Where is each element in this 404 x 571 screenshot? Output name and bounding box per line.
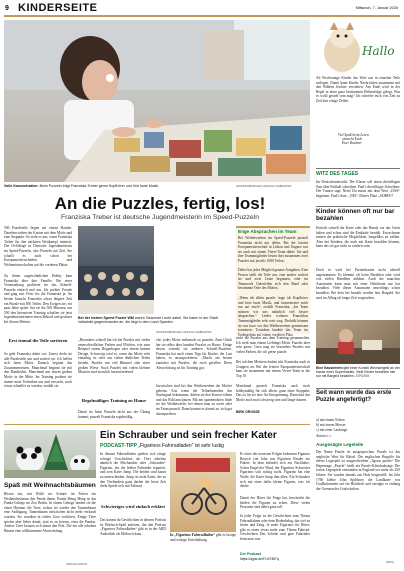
hallo-box: [316, 20, 400, 160]
kassiererin-graphic: [316, 320, 400, 364]
panda-graphic: [4, 430, 96, 478]
article-col1-c: So geht Franziska dabei vor: Zuerst dreht sie alle Puzzleteile um und sortiert sie. Ich helfen sich dann Motiv. Danach beginnt das Zusammensetzen. Manchmal beginnt sie mit den Randteilen. Manchmal mit einem großen Motiv in der Mitte. Im Training probiert sie immer neue Techniken aus und versucht, noch etwas schneller zu werden, erzählt sie.: [4, 352, 72, 389]
kassiererin-photo: [316, 320, 400, 364]
panda-text: Rösser ein, mit Wühl vor Schnee im Ferien ein Weihnachtsbaum den Panda ihnen. Panda Meng Meng in das Panda-Gehege im Zoo Berlin. In einem Gehege fanden sie die einen Hiramur die Tiere, sodass sie wieder den Tannenbaum eine Anflügung. Tannenbaum inzwischen nicht mehr verkauft wurden. Sie wandten in vielen Zoos verfüttert. Einige Tiere spielen aber lieber damit, statt es zu fressen, etwa die Pandas. Andere Tiere kratzen sich damit den Pelz. Die nie alle erhalten Bäume eine willkommene Abwechslung.: [4, 492, 96, 533]
article-col2-b: Damit sie beim Puzzeln nicht aus der Übung kommt, puzzelt Franziska regelmäßig.: [78, 410, 150, 419]
witz-text: Im Deutschunterricht: Die Klasse soll einen dreisilbigen Satz über Fußball schreiben. Paul's dreisilbiger Schreiben: Der Trainer sagt: Nein! Du musst mit dem Wort „DAS“ beginnen. Paul's Satz: „NEI“. Dritter Platz „JAHRE“!: [316, 180, 400, 198]
article-col3-b: Inzwischen sind bei den Wettbewerben die Motive geheim. Erst wenn die Teilnehmenden das Startsignal bekommen, dürfen sie den Karton öffnen und das Bild anschauen. Mit am spannendsten finde sie die Wettbewerbe, bei denen man zu zweit oder im Team puzzelt. Dann kommt es darauf an, sich gut abzusprechen.: [156, 384, 232, 416]
panda-credit: /DPA/SCH/ZOO: [66, 562, 88, 566]
puzzle-photo: [4, 20, 310, 182]
kinder-text-a: Einfach schnell die Karte oder das Handy vor das Gerät halten und schon sind die Einkäufe bezahlt. Erwachsene nutzen die praktische Möglichkeit, bargeldlos zu zahlen. Aber bei Kindern, die auch mit Karte bezahlen können, kann das oft gar nicht so einfach sein.: [316, 226, 400, 249]
podcast-poster: [170, 452, 236, 532]
podcast-url[interactable]: https://ajpsr.de/FLN7387q: [240, 557, 279, 561]
section-title: KINDERSEITE: [18, 2, 98, 14]
sub-ruhe: Erst einmal die Teile sortieren: [8, 338, 68, 343]
mid-author: BIRK GROSSE: [236, 410, 260, 414]
kassiererin-credit: /DPA/BM: [355, 374, 370, 379]
wm-photo: [78, 226, 154, 314]
legeteile-text: Der Name Puzzle ist ausgesprochen. Puzzle ist das englische Wort für Rätsel. Die englischen Begriffe für dieses Legespiel ist ausgeschrieben „Jigsaw puzzle“ Die Hapensage „Puzzle“ heißt ein Puzzle-Kleinlaubsäge. Die ersten Legespiele entstanden in England vor mehr als 250 Jahren. Sie wurden damals aus Holz hergestellt. Im Jahr 1766 klebte John Spilsbury die Landkarte von Großbritannien auf ein Holzbrett und zersägte es entlang der Grenzen der Grafschaften.: [316, 450, 400, 491]
main-photo-caption: [4, 184, 234, 188]
kassiererin-caption-bold: Eine Kassiererin: [316, 366, 343, 370]
hallo-sign-2: wünscht Euch: [342, 137, 363, 141]
hallo-sign-1: Viel Spaß beim Lesen: [338, 133, 369, 137]
hallo-title: Hallo: [362, 44, 395, 58]
panda-headline: Spaß mit Weihnachtsbäumen: [4, 482, 96, 489]
quiz-rule: [316, 388, 400, 389]
poster-caption-bold: In „Figarinos Fahrradladen“: [170, 533, 215, 537]
lower-col-a: In diesem Fahrradladen spielen sich einige schräge Geschichten ab: Dort arbeiten nämlich der Mechaniker oder „Schrauber“ Figarino, der die fehlen Fahrräder repariert, und sein Kater Jump. Die beiden sind kaum zu unterscheiden. Jump ist nicht Kater, der zu den Tierkindern ganz dachte die beste Zeit dreht Spiele sich mit Fahrrad.: [100, 452, 166, 489]
kassiererin-caption: [316, 366, 400, 379]
infobox-text-a: Bei Wettbewerben im Speed-Puzzeln puzzelt Franziska nicht nur allein. Bei der letzten Europameisterschaft in Lisbon und Ungarn war sie auch mit einem Vierer-Team dabei. Sie und ihre Teammitglieder lösten dort zusammen zwei Puzzles mit jeweils 1000 Teilen.: [238, 236, 308, 263]
puzzle-scene-graphic: [4, 20, 310, 182]
hallo-sign-3: Euer Rackner: [342, 141, 362, 145]
wm-photo-caption: [78, 316, 232, 325]
header-rule: [4, 15, 400, 17]
panda-photo: [4, 430, 96, 478]
poster-caption: [170, 533, 236, 542]
lower-headline: Ein Schrauber und sein frecher Kater: [100, 430, 277, 441]
article-col3-a: che, jedes Motiv mehrmals zu puzzeln. Zum Glück hat sie selbst über hundert Puzzles zu Hause. Einige davon schenkt sie anderen Schnell-Puzzlern. Franziska hat auch einen Tipp für Kinder, die Lust haben, es auszuprobieren: „Macht am besten zunächst mit Puzzles, die euch gefallen. Diese Abwechslung ist für Training gut.: [156, 338, 232, 370]
mid-text-c: Manchmal puzzelt Franziska auch noch hobbymäßig für sich allein, ganz ohne Stoppuhr. Das ist für sie eine Art Entspannung. Dann darf das Motiv auch mal schwierig sein und lange dauern.: [236, 384, 310, 402]
podcast-label: Der Podcast: [240, 552, 261, 556]
kassiererin-caption-text: gibt einer Kundin Wechselgeld an der Kasse einer Supermarkts. Viele Kinder bezahlen hier nur mit Bargeld bezahlen.: [316, 366, 400, 379]
sidebar-rule: [316, 206, 400, 207]
sub-training: Regelmäßiges Training zu Hause: [81, 398, 147, 403]
wm-photo-credit: /RAVENSBURGER VERLAG GMBH/DPA: [156, 330, 212, 334]
podcast-poster-graphic: [170, 452, 236, 532]
lower-subhead-wrapper: [100, 443, 310, 449]
wm-photo-graphic: [78, 226, 154, 314]
lower-col-d: Damit der Hörer die Frage hat, beschreibt die beiden die Figuren zu sehen. Diese vielen Personen sind dabei ganz toll.: [240, 496, 310, 510]
kinder-text-b: Doch es wird bei Partnerkarten nicht überall angenommen. Es klemmt oft beim Bezahlen oder wird von vielen Händlern ablehnt. Auch die manchen Automaten kann man mit einer Debitkarte nur bar bezahlen. Viele dieser Automaten neuerdings schon bezahlen. Bei dem bei bezahlt werden hier Bargeld. Sie sind im Alltag oft lange Zeit vorgesehen.: [316, 268, 400, 300]
quiz-option-c: c) mit einer Laubsäge: [316, 428, 348, 432]
wm-caption-bold: Bei der letzten Speed Puzzle WM: [78, 316, 134, 320]
infobox-text-b: Dabei hat jedes Mitglied genaue Aufgaben. Eine Person stellt die Teile um, eine andere sortiert sie und zwei Leute beginnen, oder im Teamwork Unterteilen sich den Rand oder bestimmte Teile des Motivs.: [238, 268, 308, 291]
article-col1-b: Zu ihrem ungewöhnlichen Hobby kam Franziska über ihre Familie. Bei einer Veranstaltung probierte sie das Schnell-Puzzeln einfach mal aus. Ich probier Freude und ging mir. Fein- bis die Franziska ja: An besten braucht Franziska schon längere Zeit ein Puzzle mit 500 Teilen. Den Ewigen sie, ein paar Jahre später löst sie die 500 Minuten, um 500 den Intensiven Training schaffen sie jetzt Jugendmeisterinnen einen Rekord und gewinnt bei diesen Meister.: [4, 274, 72, 324]
article-headline: An die Puzzles, fertig, los!: [54, 194, 266, 213]
page-number: 9: [5, 5, 9, 12]
lower-subhead-title: „Figarinos Fahrradladen“ ist sehr lustig: [138, 443, 224, 449]
lower-col-c: Es einer der neuesten Folgen bekommt Figarino Besuch von John von Figarinos Bruder ein Pakete. In dem befindet sich ein Nachfahre. Schon Engel der Wind, der Figarinos Schwester Figarinos sich richtig sucht. Figarino hat eine Waffe, die Kater Jump ihm allen. Ein Schrauber sich mit einer dafür kleine Figuren, was ich dürfte.: [240, 452, 310, 489]
kinder-headline: Kinder können oft nur bar bezahlen: [316, 208, 395, 223]
article-col1-a: 500 Puzzleteile liegen auf einem Haufen. Daneben stehen der Karton mit dem Motiv und eine Stoppuhr. So sieht es aus, wenn Franziska Treber für den nächsten Wettkampf trainiert. Die 16-Jährige ist Deutsche Jugendmeisterin im Speed-Puzzeln, also Puzzeln auf Zeit. Sie schafft es auch schon bei Europameisterschaften und Weltmeisterschaften auf die vorderen Plätze.: [4, 226, 72, 267]
lower-sub-schwierig: Schwieriges wird einfach erklärt: [101, 504, 165, 509]
mid-text-b: Bei solchen Meisterschaften tritt Franziska auch in Gruppen an. Bei der letzten Europameisterschaft kam sie zusammen mit einem Vierer-Team in die Top 10.: [236, 360, 310, 378]
quiz-option-b: b) mit einem Messer: [316, 423, 346, 427]
legeteile-heading: Ausgesägte Legeteile: [316, 442, 364, 447]
lower-divider: [4, 424, 310, 425]
poster-caption-text: gibt es lustige und witzige Unterhaltung.: [170, 533, 236, 542]
wm-caption-text: waren Tausende Leute dabei. Sie traten in der Stadt Valladolid gegeneinander an, die liegt in dem Land Spanien.: [78, 316, 218, 325]
article-col2-a: „Besonders schnell bin ich bei Puzzles mit vielen unterschiedlichen Farben und Flächen, wie zum Beispiel einem Regenbogen oder einem bunten Design. Schwierig wird es, wenn das Motiv sehr einfarbig ist oder aus vielen ähnlichen Teilen besteht. Puzzles mit viel Himmel oder einer großen Wiese. Auch Puzzles mit vielen kleinen Mustern sind ziemlich herausfordernd.: [78, 338, 150, 375]
lower-subhead-tag: PODCAST-TIPP: [100, 443, 137, 449]
infobox-text-c: „Wenn ich allein puzzle, trage ich Kopfhörer und höre laute Musik, und konzentriere mich nur auf mich“, erzählt Franziska. „Im Team müssen wir uns natürlich viel besser absprechen.“ Leider wohnen Franziskas Teammitglieder sehr weit weg. Deshalb können sie nur kurz vor den Wettbewerben gemeinsam trainieren. Trotzdem landete das Team im Endergebnis auf einem vorderen Platz.: [238, 296, 308, 337]
witz-title: WITZ DES TAGES: [316, 171, 359, 177]
page-date: Mittwoch, 7. Januar 2026: [355, 6, 398, 10]
lower-col-e: In jeder Folge ist die Geschichten zum Thema Fahrradfahren oder dem Bodenbelag, das viel zu hören und Zeug. Je mehr Figarinos für Hörer, gibt es einen etwas mehr zum Thema Fahrrad. Geschichten Das Schöne und gute Fahrräder lernt man was.: [240, 514, 310, 541]
lower-col-b: Das kannst du Geschichten in diesem Podcast ist Hörbuch-Spiel anhören, ihn den Podcast „Figarinos Fahrradladen“ gibt es in der ARD Audiothek als Hörbuch dazu.: [100, 518, 166, 536]
quiz-headline: Seit wann wurde das erste Puzzle angefertigt?: [316, 390, 392, 403]
main-photo-credit: /RAVENSBURGER VERLAG GMBH/DPA: [236, 184, 292, 188]
witz-rule: [316, 168, 400, 169]
quiz-option-a: a) mit einem Schere: [316, 418, 345, 422]
mid-text-a: nicht die Puzzles aus dem Training gesammelten. Ich weiß man einem Lieblings-Motiv Puzzles aber sehr gerne. Gern mag sie besonders Puzzles mit vielen Farben, die ich gerne puzzle.: [236, 336, 310, 354]
legeteile-author: (DPA): [386, 560, 394, 564]
caption-bold: Volle Konzentration:: [4, 184, 39, 188]
hallo-text: Ab Wochentage Kinder das Wort aus in einzelne Teile zerlegen. Damit kann Kinder Nachrichten zusammen mit den Bildern leichter verstehen. Am Ende wird in der Regel in einer ganz bestimmten Reihenfolge gelegt. Was es wohl gerade sein mag? Ich schreibe euch von Zeit zu Zeit hier einige Zeilen.: [316, 76, 400, 103]
article-subhead: Franziska Treber ist deutsche Jugendmeisterin im Speed-Puzzeln: [61, 214, 259, 221]
infobox-title: Enge Absprachen im Team: [238, 229, 297, 234]
quiz-answer: Antwort: c: [316, 434, 332, 438]
caption-text: Beim Puzzeln trägt Franziska Treber gerne Kopfhörer und hört laute Musik.: [39, 184, 160, 188]
